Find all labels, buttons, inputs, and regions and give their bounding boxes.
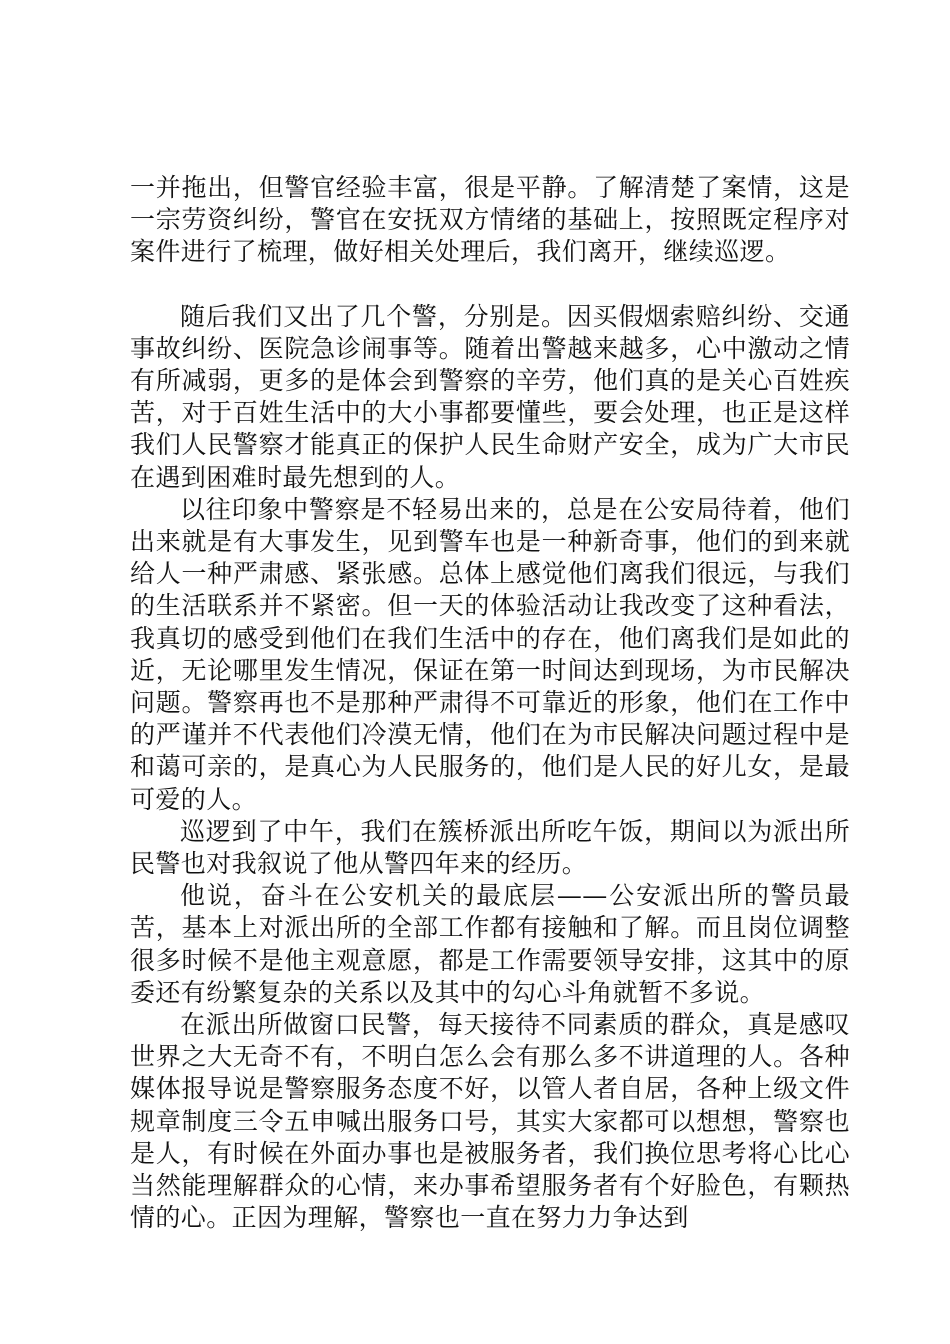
paragraph-6: 在派出所做窗口民警，每天接待不同素质的群众，真是感叹世界之大无奇不有，不明白怎么会有那么多不讲道理的人。各种媒体报导说是警察服务态度不好，以管人者自居，各种上级文件规章制度三令五申喊出服务口号，其实大家都可以想想，警察也是人，有时候在外面办事也是被服务者，我们换位思考将心比心当然能理解群众的心情，来办事希望服务者有个好脸色，有颗热情的心。正因为理解，警察也一直在努力力争达到 — [130, 1010, 850, 1233]
paragraph-5: 他说，奋斗在公安机关的最底层——公安派出所的警员最苦，基本上对派出所的全部工作都有接触和了解。而且岗位调整很多时候不是他主观意愿，都是工作需要领导安排，这其中的原委还有纷繁复杂的关系以及其中的勾心斗角就暂不多说。 — [130, 881, 850, 1007]
document-body — [130, 172, 850, 1235]
paragraph-3: 以往印象中警察是不轻易出来的，总是在公安局待着，他们出来就是有大事发生，见到警车也是一种新奇事，他们的到来就给人一种严肃感、紧张感。总体上感觉他们离我们很远，与我们的生活联系并不紧密。但一天的体验活动让我改变了这种看法，我真切的感受到他们在我们生活中的存在，他们离我们是如此的近，无论哪里发生情况，保证在第一时间达到现场，为市民解决问题。警察再也不是那种严肃得不可靠近的形象，他们在工作中的严谨并不代表他们冷漠无情，他们在为市民解决问题过程中是和蔼可亲的，是真心为人民服务的，他们是人民的好儿女，是最可爱的人。 — [130, 494, 850, 814]
paragraph-2: 随后我们又出了几个警，分别是。因买假烟索赔纠纷、交通事故纠纷、医院急诊闹事等。随着出警越来越多，心中激动之情有所减弱，更多的是体会到警察的辛劳，他们真的是关心百姓疾苦，对于百姓生活中的大小事都要懂些，要会处理，也正是这样我们人民警察才能真正的保护人民生命财产安全，成为广大市民在遇到困难时最先想到的人。 — [130, 301, 850, 492]
paragraph-1: 一并拖出，但警官经验丰富，很是平静。了解清楚了案情，这是一宗劳资纠纷，警官在安抚双方情绪的基础上，按照既定程序对案件进行了梳理，做好相关处理后，我们离开，继续巡逻。 — [130, 173, 850, 267]
paragraph-4: 巡逻到了中午，我们在簇桥派出所吃午饭，期间以为派出所民警也对我叙说了他从警四年来的经历。 — [130, 816, 850, 879]
